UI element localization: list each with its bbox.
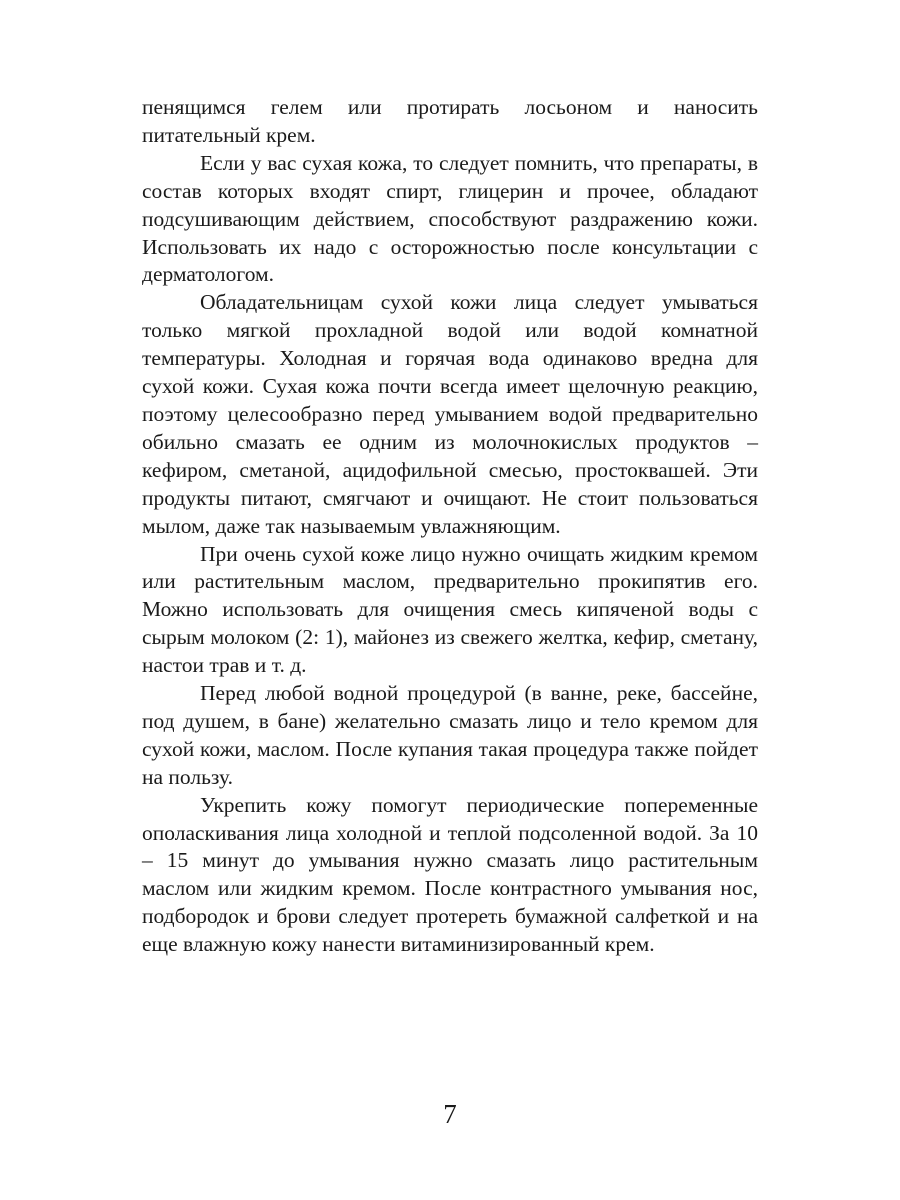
paragraph-5: Перед любой водной процедурой (в ванне, реке, бассейне, под душем, в бане) желательно смазать лицо и тело кремом для сухой кожи, маслом. После купания такая процедура также пойдет на пользу.: [142, 681, 758, 789]
paragraph-6: Укрепить кожу помогут периодические попеременные ополаскивания лица холодной и теплой подсоленной водой. За 10 – 15 минут до умывания нужно смазать лицо растительным маслом или жидким кремом. После контрастного умывания нос, подбородок и брови следует протереть бумажной салфеткой и на еще влажную кожу нанести витаминизированный крем.: [142, 792, 758, 957]
paragraph-4: При очень сухой коже лицо нужно очищать жидким кремом или растительным маслом, предварительно прокипятив его. Можно использовать для очищения смесь кипяченой воды с сырым молоком (2: 1), майонез из свежего желтка, кефир, сметану, настои трав и т. д.: [142, 541, 758, 678]
body-text: [142, 94, 758, 959]
paragraph-1: пенящимся гелем или протирать лосьоном и наносить питательный крем.: [142, 95, 758, 147]
paragraph-2: Если у вас сухая кожа, то следует помнить, что препараты, в состав которых входят спирт, глицерин и прочее, обладают подсушивающим действием, способствуют раздражению кожи. Использовать их надо с осторожностью после консультации с дерматологом.: [142, 150, 758, 287]
paragraph-3: Обладательницам сухой кожи лица следует умываться только мягкой прохладной водой или водой комнатной температуры. Холодная и горячая вода одинаково вредна для сухой кожи. Сухая кожа почти всегда имеет щелочную реакцию, поэтому целесообразно перед умыванием водой предварительно обильно смазать ее одним из молочнокислых продуктов – кефиром, сметаной, ацидофильной смесью, простоквашей. Эти продукты питают, смягчают и очищают. Не стоит пользоваться мылом, даже так называемым увлажняющим.: [142, 290, 758, 538]
page-number: 7: [443, 1099, 457, 1129]
